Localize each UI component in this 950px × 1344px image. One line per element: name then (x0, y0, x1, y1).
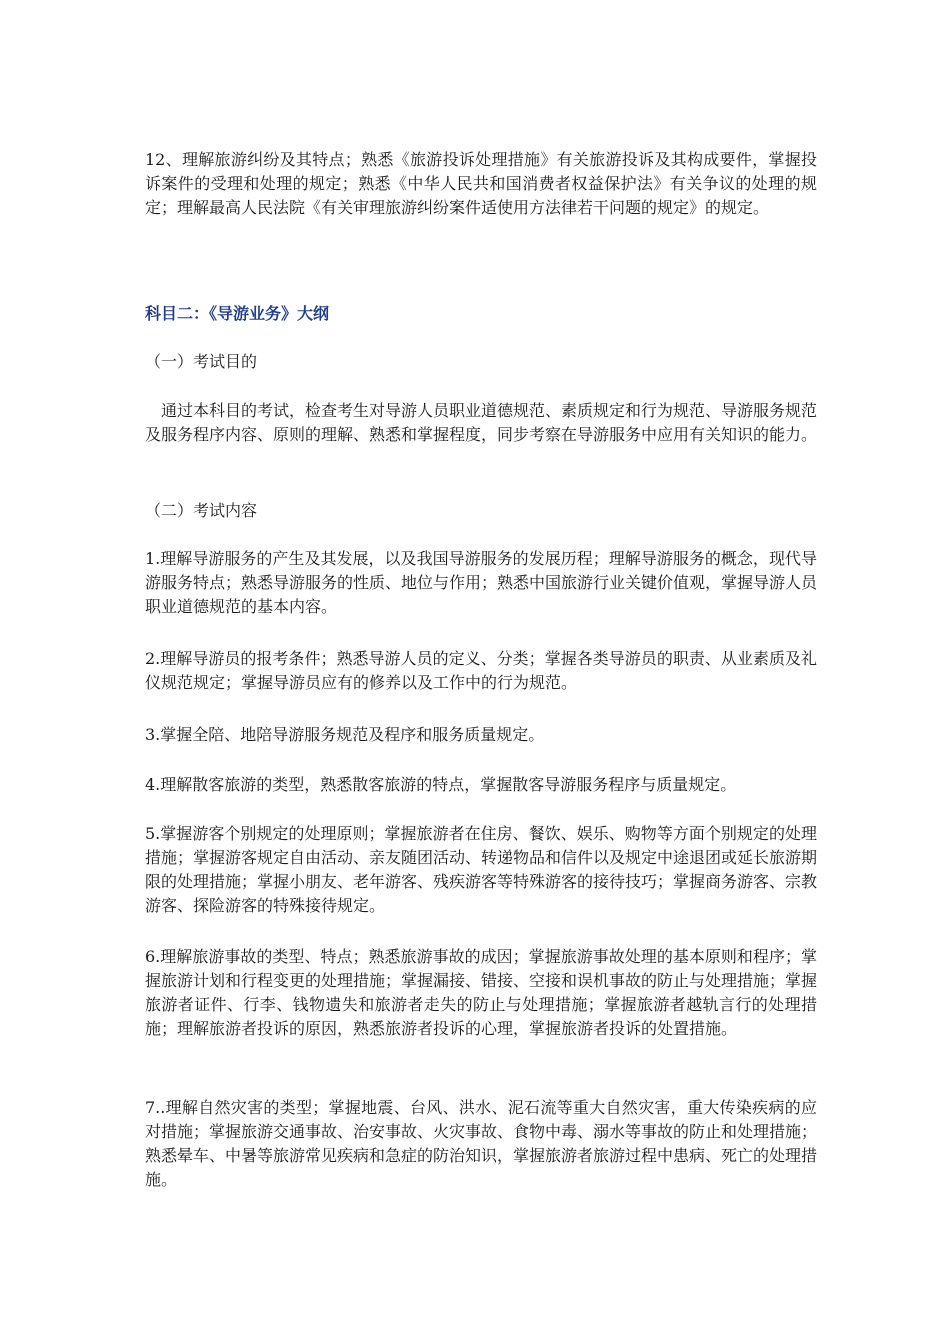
section-1-title: （一）考试目的 (145, 352, 258, 371)
content-item-3: 3.掌握全陪、地陪导游服务规范及程序和服务质量规定。 (145, 725, 545, 744)
item-12: 12、理解旅游纠纷及其特点；熟悉《旅游投诉处理措施》有关旅游投诉及其构成要件，掌握投诉案件的受理和处理的规定；熟悉《中华人民共和国消费者权益保护法》有关争议的处理的规定；理解最高人民法院《有关审理旅游纠纷案件适使用方法律若干问题的规定》的规定。 (145, 150, 817, 217)
section-2-title: （二）考试内容 (145, 501, 258, 520)
content-item-6: 6.理解旅游事故的类型、特点；熟悉旅游事故的成因；掌握旅游事故处理的基本原则和程序；掌握旅游计划和行程变更的处理措施；掌握漏接、错接、空接和误机事故的防止与处理措施；掌握旅游者证件、行李、钱物遗失和旅游者走失的防止与处理措施；掌握旅游者越轨言行的处理措施；理解旅游者投诉的原因，熟悉旅游者投诉的心理，掌握旅游者投诉的处置措施。 (145, 947, 818, 1038)
content-item-4: 4.理解散客旅游的类型，熟悉散客旅游的特点，掌握散客导游服务程序与质量规定。 (145, 775, 737, 794)
section-1-body: 通过本科目的考试，检查考生对导游人员职业道德规范、素质规定和行为规范、导游服务规范及服务程序内容、原则的理解、熟悉和掌握程度，同步考察在导游服务中应用有关知识的能力。 (145, 401, 818, 444)
content-item-5: 5.掌握游客个别规定的处理原则；掌握旅游者在住房、餐饮、娱乐、购物等方面个别规定的处理措施；掌握游客规定自由活动、亲友随团活动、转递物品和信件以及规定中途退团或延长旅游期限的处理措施；掌握小朋友、老年游客、残疾游客等特殊游客的接待技巧；掌握商务游客、宗教游客、探险游客的特殊接待规定。 (145, 824, 818, 915)
content-item-7: 7..理解自然灾害的类型；掌握地震、台风、洪水、泥石流等重大自然灾害，重大传染疾病的应对措施；掌握旅游交通事故、治安事故、火灾事故、食物中毒、溺水等事故的防止和处理措施；熟悉晕车、中暑等旅游常见疾病和急症的防治知识，掌握旅游者旅游过程中患病、死亡的处理措施。 (145, 1098, 818, 1189)
content-item-1: 1.理解导游服务的产生及其发展，以及我国导游服务的发展历程；理解导游服务的概念，现代导游服务特点；熟悉导游服务的性质、地位与作用；熟悉中国旅游行业关键价值观，掌握导游人员职业道德规范的基本内容。 (145, 549, 818, 616)
section-heading: 科目二：《导游业务》大纲 (145, 304, 330, 323)
content-item-2: 2.理解导游员的报考条件；熟悉导游人员的定义、分类；掌握各类导游员的职责、从业素质及礼仪规范规定；掌握导游员应有的修养以及工作中的行为规范。 (145, 649, 817, 692)
